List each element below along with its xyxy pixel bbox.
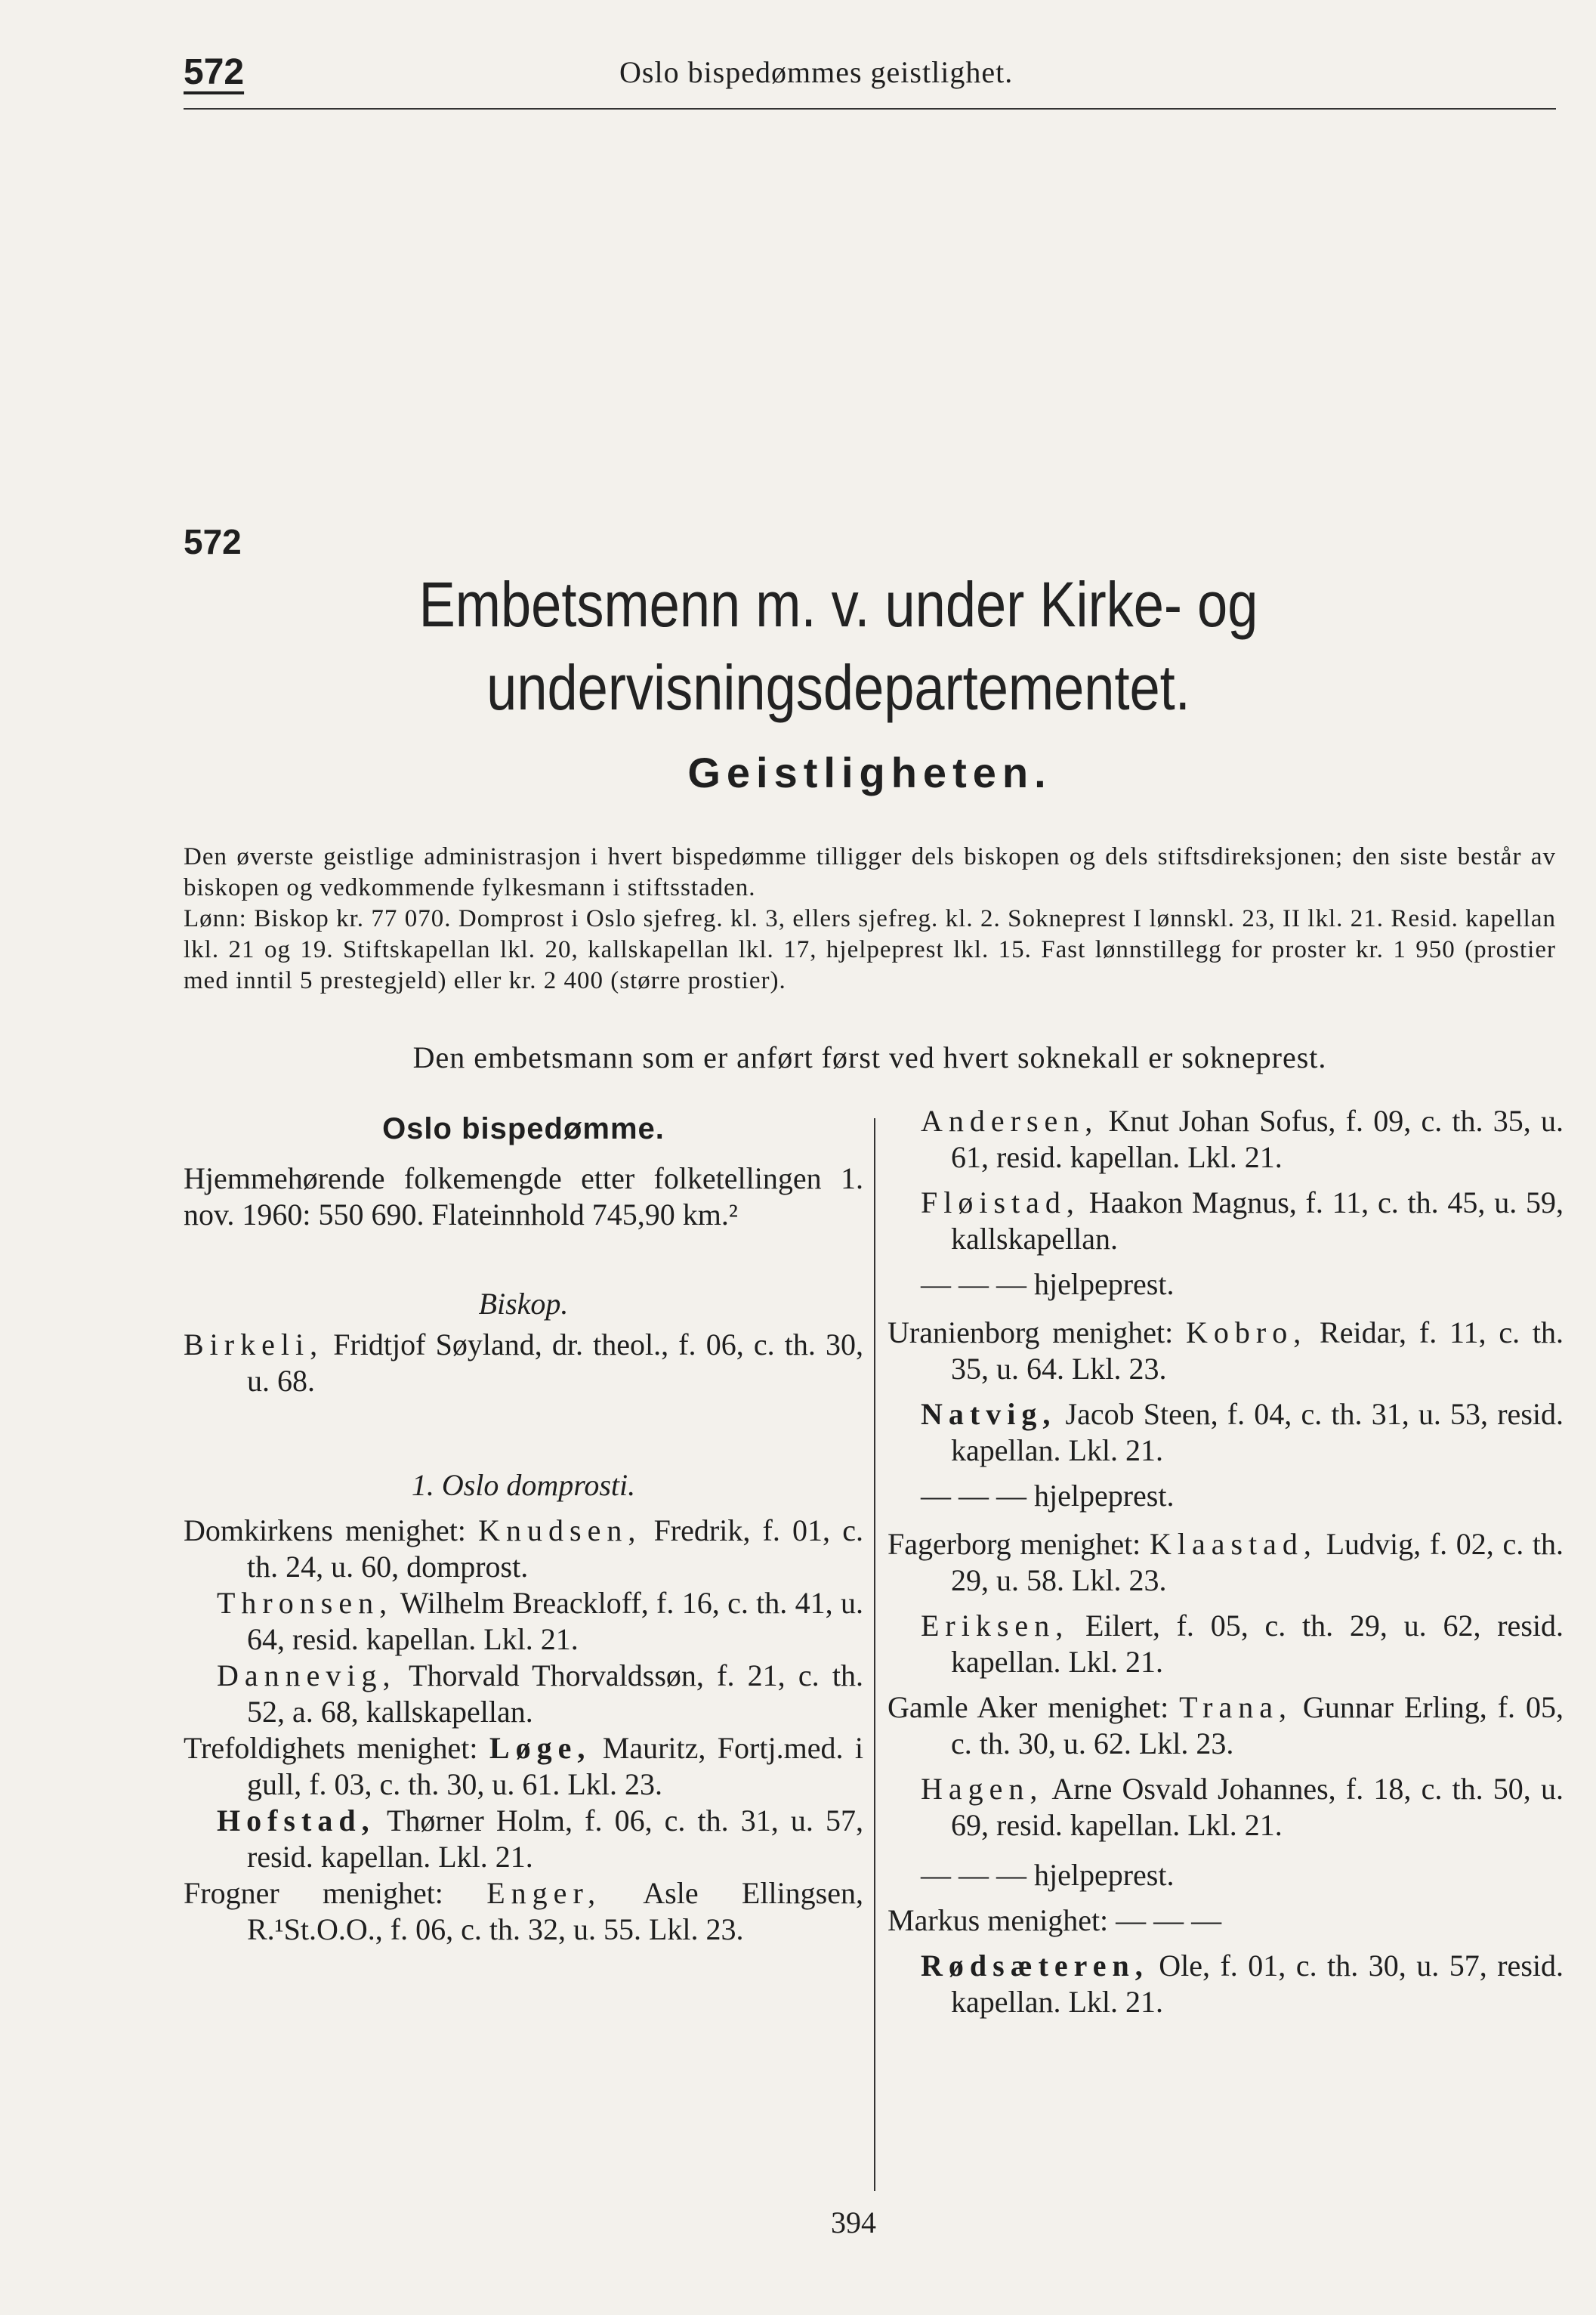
entry-name: Eriksen,: [921, 1609, 1070, 1643]
entry-details: Ole, f. 01, c. th. 30, u. 57, resid. kapellan. Lkl. 21.: [951, 1949, 1564, 2019]
population-text: Hjemmehørende folkemengde etter folketellingen 1. nov. 1960: 550 690. Flateinnhold 745,90 km.²: [184, 1161, 863, 1232]
entry-details: Knut Johan Sofus, f. 09, c. th. 35, u. 61, resid. kapellan. Lkl. 21.: [951, 1104, 1564, 1174]
header-rule: [184, 108, 1556, 110]
list-item: [888, 1478, 1564, 1514]
intro-text: [184, 842, 1556, 997]
entry-details: hjelpeprest.: [1026, 1267, 1175, 1301]
entry-name: Knudsen,: [478, 1513, 642, 1547]
list-item: [184, 1875, 863, 1948]
parish-name: Frogner menighet:: [184, 1876, 443, 1910]
list-item: [888, 1266, 1564, 1303]
list-item: [888, 1948, 1564, 2020]
entry-details: hjelpeprest.: [1026, 1858, 1175, 1892]
list-item: [184, 1803, 863, 1875]
entry-details: Asle Ellingsen, R.¹St.O.O., f. 06, c. th. 32, u. 55. Lkl. 23.: [247, 1876, 863, 1946]
bishop-heading: Biskop.: [478, 1287, 569, 1321]
entry-name: Dannevig,: [217, 1658, 397, 1692]
running-page-number: 572: [184, 52, 245, 92]
list-item: [888, 1689, 1564, 1762]
entry-name: Klaastad,: [1149, 1527, 1317, 1561]
entry-details: Gunnar Erling, f. 05, c. th. 30, u. 62. Lkl. 23.: [951, 1690, 1564, 1760]
deanery-heading: 1. Oslo domprosti.: [411, 1468, 636, 1502]
entry-details: Eilert, f. 05, c. th. 29, u. 62, resid. kapellan. Lkl. 21.: [951, 1609, 1564, 1679]
list-item: [888, 1185, 1564, 1257]
intro-note: Den embetsmann som er anført først ved hvert soknekall er sokneprest.: [412, 1040, 1327, 1074]
entry-details: Fredrik, f. 01, c. th. 24, u. 60, domprost.: [247, 1513, 864, 1584]
list-item: [184, 1658, 863, 1730]
list-item: [888, 1608, 1564, 1680]
entry-details: Thørner Holm, f. 06, c. th. 31, u. 57, resid. kapellan. Lkl. 21.: [247, 1803, 863, 1874]
entry-name: Birkeli,: [184, 1327, 324, 1361]
list-item: [184, 1585, 863, 1658]
list-item: [888, 1902, 1564, 1939]
column-divider: [874, 1118, 875, 2191]
entry-name: Kobro,: [1186, 1315, 1307, 1349]
list-item: [888, 1857, 1564, 1893]
list-item: [888, 1526, 1564, 1599]
page-title: [351, 563, 1326, 729]
parish-name: Markus menighet:: [888, 1903, 1109, 1937]
vacant-dash: — — —: [1116, 1903, 1222, 1937]
entry-details: Ludvig, f. 02, c. th. 29, u. 58. Lkl. 23.: [951, 1527, 1564, 1597]
entry-details: Thorvald Thorvaldssøn, f. 21, c. th. 52, a. 68, kallskapellan.: [247, 1658, 863, 1729]
parish-name: Fagerborg menighet:: [888, 1527, 1141, 1561]
entry-name: Enger,: [486, 1876, 602, 1910]
title-line-1: Embetsmenn m. v. under Kirke- og: [418, 569, 1258, 640]
left-column: [184, 1111, 863, 1948]
entry-name: Hagen,: [921, 1772, 1044, 1806]
list-item: [888, 1315, 1564, 1387]
section-number: 572: [184, 522, 242, 561]
list-item: [888, 1103, 1564, 1176]
parish-name: Uranienborg menighet:: [888, 1315, 1174, 1349]
entry-details: Wilhelm Breackloff, f. 16, c. th. 41, u. 64, resid. kapellan. Lkl. 21.: [247, 1586, 863, 1656]
entry-details: Haakon Magnus, f. 11, c. th. 45, u. 59, kallskapellan.: [951, 1185, 1564, 1256]
entry-details: Fridtjof Søyland, dr. theol., f. 06, c. th. 30, u. 68.: [247, 1327, 863, 1398]
footer-page-number: 394: [831, 2205, 876, 2239]
list-item: [184, 1513, 863, 1585]
entry-name: Natvig,: [921, 1397, 1057, 1431]
title-line-2: undervisningsdepartementet.: [486, 652, 1190, 723]
list-item: [184, 1730, 863, 1803]
entry-name: Fløistad,: [921, 1185, 1080, 1219]
subtitle: Geistligheten.: [687, 749, 1052, 796]
entry-details: Jacob Steen, f. 04, c. th. 31, u. 53, resid. kapellan. Lkl. 21.: [951, 1397, 1564, 1467]
entry-name: Løge,: [489, 1731, 591, 1765]
entry-name: Andersen,: [921, 1104, 1099, 1138]
intro-paragraph-1: Den øverste geistlige administrasjon i hvert bispedømme tilligger dels biskopen og dels stiftsdireksjonen; den siste består av biskopen og vedkommende fylkesmann i stiftsstaden.: [184, 843, 1556, 901]
list-item: [888, 1771, 1564, 1844]
entry-name: Hofstad,: [217, 1803, 375, 1837]
vacant-dash: — — —: [921, 1267, 1026, 1301]
diocese-heading: Oslo bispedømme.: [382, 1112, 665, 1145]
entry-details: Reidar, f. 11, c. th. 35, u. 64. Lkl. 23.: [951, 1315, 1564, 1386]
parish-name: Gamle Aker menighet:: [888, 1690, 1169, 1724]
entry-name: Rødsæteren,: [921, 1949, 1149, 1983]
running-title: Oslo bispedømmes geistlighet.: [619, 55, 1014, 89]
intro-paragraph-2: Lønn: Biskop kr. 77 070. Domprost i Oslo sjefreg. kl. 3, ellers sjefreg. kl. 2. Sokneprest I lønnskl. 23, II lkl. 21. Resid. kapellan lkl. 21 og 19. Stiftskapellan lkl. 20, kallskapellan lkl. 17, hjelpeprest lkl. 15. Fast lønnstillegg for proster kr. 1 950 (prostier med inntil 5 prestegjeld) eller kr. 2 400 (større prostier).: [184, 905, 1556, 994]
list-item: [888, 1396, 1564, 1469]
parish-name: Domkirkens menighet:: [184, 1513, 466, 1547]
entry-name: Thronsen,: [217, 1586, 394, 1620]
list-item: [184, 1327, 863, 1399]
right-column: [888, 1103, 1564, 2020]
vacant-dash: — — —: [921, 1858, 1026, 1892]
entry-details: hjelpeprest.: [1026, 1479, 1175, 1513]
parish-name: Trefoldighets menighet:: [184, 1731, 478, 1765]
entry-details: Mauritz, Fortj.med. i gull, f. 03, c. th. 30, u. 61. Lkl. 23.: [247, 1731, 863, 1801]
entry-details: Arne Osvald Johannes, f. 18, c. th. 50, u. 69, resid. kapellan. Lkl. 21.: [951, 1772, 1564, 1842]
vacant-dash: — — —: [921, 1479, 1026, 1513]
entry-name: Trana,: [1179, 1690, 1292, 1724]
